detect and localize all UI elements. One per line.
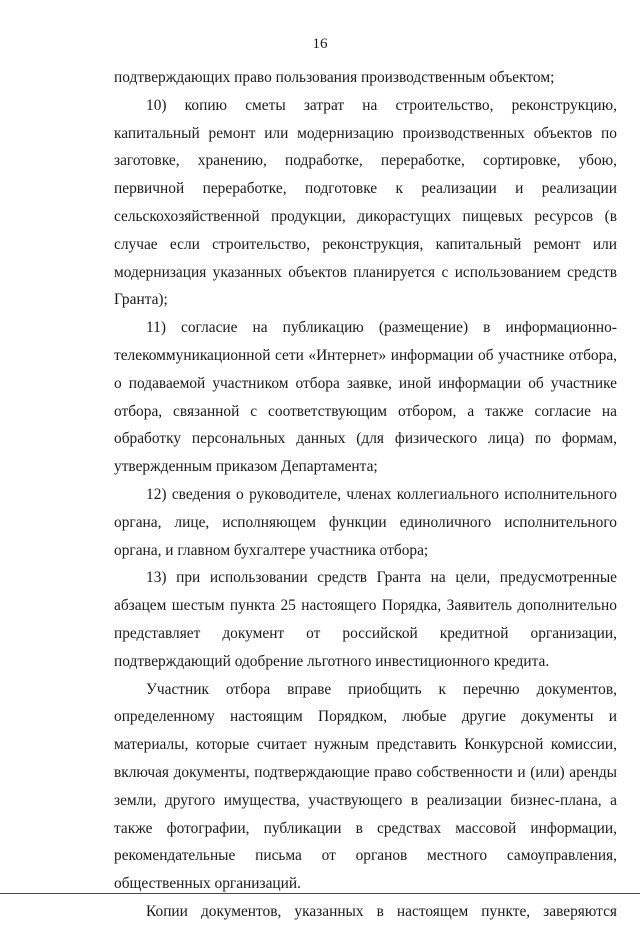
paragraph-continuation: подтверждающих право пользования производственным объектом; <box>114 69 555 86</box>
page-number: 16 <box>312 36 328 52</box>
paragraph-copies: Копии документов, указанных в настоящем пункте, заверяются <box>146 902 617 920</box>
paragraph-item-12: 12) сведения о руководителе, членах коллегиального исполнительного органа, лице, исполняющем функции единоличного исполнительного органа, и главном бухгалтере участника отбора; <box>114 485 617 559</box>
footer-divider <box>0 893 640 894</box>
paragraph-item-10: 10) копию сметы затрат на строительство, реконструкцию, капитальный ремонт или модернизацию производственных объектов по заготовке, хранению, подработке, переработке, сортировке, убою, первичной переработке, подготовке к реализации и реализации сельскохозяйственной продукции, дикорастущих пищевых ресурсов (в случае если строительство, реконструкция, капитальный ремонт или модернизация указанных объектов планируется с использованием средств Гранта); <box>114 96 617 309</box>
document-body <box>114 64 617 926</box>
paragraph-item-11: 11) согласие на публикацию (размещение) в информационно-телекоммуникационной сети «Интернет» информации об участнике отбора, о подаваемой участником отбора заявке, иной информации об участнике отбора, связанной с соответствующим отбором, а также согласие на обработку персональных данных (для физического лица) по формам, утвержденным приказом Департамента; <box>114 319 617 476</box>
paragraph-item-13: 13) при использовании средств Гранта на цели, предусмотренные абзацем шестым пункта 25 настоящего Порядка, Заявитель дополнительно представляет документ от российской кредитной организации, подтверждающий одобрение льготного инвестиционного кредита. <box>114 569 617 670</box>
paragraph-participant-rights: Участник отбора вправе приобщить к перечню документов, определенному настоящим Порядком, любые другие документы и материалы, которые считает нужным представить Конкурсной комиссии, включая документы, подтверждающие право собственности и (или) аренды земли, другого имущества, участвующего в реализации бизнес-плана, а также фотографии, публикации в средствах массовой информации, рекомендательные письма от органов местного самоуправления, общественных организаций. <box>114 680 617 893</box>
